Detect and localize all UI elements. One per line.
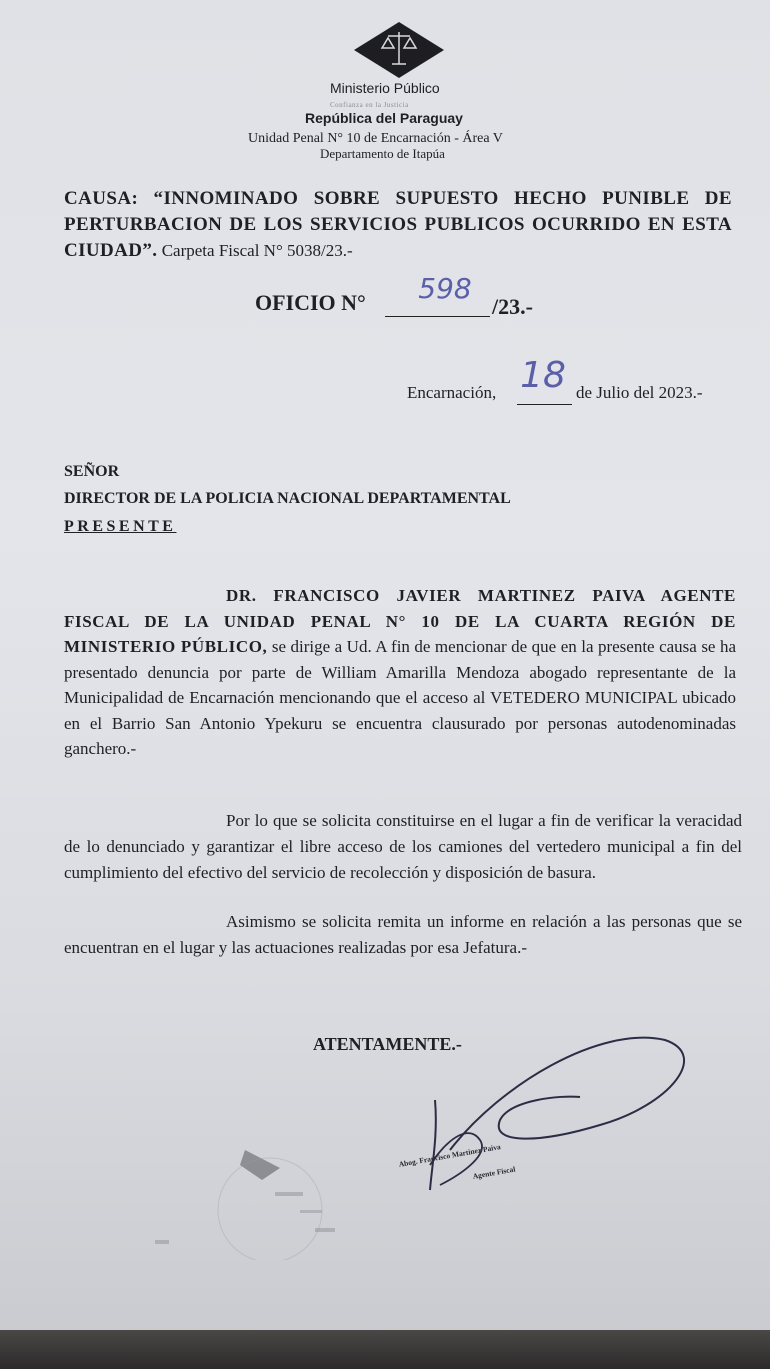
addressee-senor: SEÑOR — [64, 463, 120, 480]
closing-atentamente: ATENTAMENTE.- — [313, 1034, 462, 1054]
date-day-line — [517, 404, 572, 405]
addressee-director: DIRECTOR DE LA POLICIA NACIONAL DEPARTAMENTAL — [64, 490, 511, 507]
causa-title: CAUSA: “INNOMINADO SOBRE SUPUESTO HECHO PUNIBLE DE PERTURBACION DE LOS SERVICIOS PUBLICOS OCURRIDO EN ESTA CIUDAD”. — [64, 188, 732, 261]
body-paragraph-1-bold: DR. FRANCISCO JAVIER MARTINEZ PAIVA AGENTE FISCAL DE LA UNIDAD PENAL N° 10 DE LA CUARTA REGIÓN DE MINISTERIO PÚBLICO, — [64, 586, 736, 656]
header-unidad: Unidad Penal N° 10 de Encarnación - Área V — [248, 131, 503, 146]
header-ministerio: Ministerio Público — [330, 80, 440, 96]
faded-seal-stamp — [150, 1140, 370, 1260]
date-place: Encarnación, — [407, 383, 497, 402]
oficio-number-handwritten: 598 — [418, 272, 472, 305]
ministerio-publico-logo — [352, 20, 446, 80]
date-day-handwritten: 18 — [520, 355, 566, 396]
oficio-suffix: /23.- — [492, 294, 533, 319]
signature-stamp-name: Abog. Francisco Martinez Paiva — [398, 1142, 502, 1169]
body-paragraph-1-text: se dirige a Ud. A fin de mencionar de que en la presente causa se ha presentado denuncia por parte de William Amarilla Mendoza abogado representante de la Municipalidad de Encarnación mencionando que el acceso al VETEDERO MUNICIPAL ubicado en el Barrio San Antonio Ypekuru se encuentra clausurado por personas autodenominadas ganchero.- — [64, 637, 736, 758]
body-paragraph-1 — [64, 583, 736, 762]
body-paragraph-3: Asimismo se solicita remita un informe en relación a las personas que se encuentran en el lugar y las actuaciones realizadas por esa Jefatura.- — [64, 912, 742, 957]
header-departamento: Departamento de Itapúa — [320, 146, 445, 161]
body-paragraph-2: Por lo que se solicita constituirse en el lugar a fin de verificar la veracidad de lo denunciado y garantizar el libre acceso de los camiones del vertedero municipal a fin del cumplimiento del efectivo del servicio de recolección y disposición de basura. — [64, 811, 742, 882]
header-motto: Confianza en la Justicia — [330, 101, 409, 109]
signature-stamp-title: Agente Fiscal — [472, 1164, 517, 1181]
addressee-presente: PRESENTE — [64, 518, 177, 535]
oficio-label: OFICIO N° — [255, 290, 366, 315]
header-republica: República del Paraguay — [305, 110, 463, 126]
background-edge — [0, 1330, 770, 1369]
oficio-number-line — [385, 316, 490, 317]
causa-block — [64, 186, 732, 264]
causa-carpeta: Carpeta Fiscal N° 5038/23.- — [157, 241, 353, 260]
date-month-year: de Julio del 2023.- — [576, 383, 703, 402]
handwritten-signature — [380, 1025, 700, 1195]
